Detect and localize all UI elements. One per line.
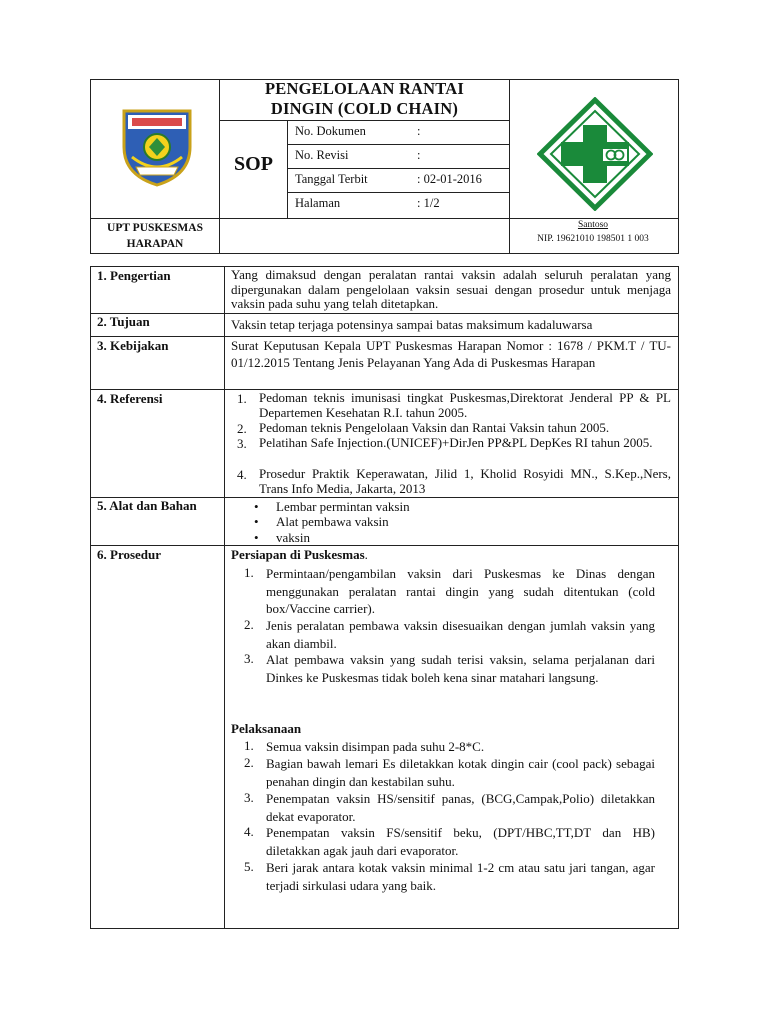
- list-item: Prosedur Praktik Keperawatan, Jilid 1, Kholid Rosyidi MN., S.Kep.,Ners, Trans Info Media, Jakarta, 2013: [259, 466, 671, 496]
- label-referensi: 4. Referensi: [97, 391, 163, 406]
- list-item: vaksin: [276, 530, 310, 545]
- org-line-1: UPT PUSKESMAS: [107, 222, 203, 234]
- list-item: Penempatan vaksin HS/sensitif panas, (BCG,Campak,Polio) diletakkan dekat evaporator.: [266, 791, 655, 824]
- label-alat-bahan: 5. Alat dan Bahan: [97, 498, 197, 513]
- list-item: Bagian bawah lemari Es diletakkan kotak dingin cair (cool pack) sebagai penahan dingin dan kestabilan suhu.: [266, 756, 655, 789]
- list-number: 2.: [237, 421, 247, 436]
- list-item: Semua vaksin disimpan pada suhu 2-8*C.: [266, 739, 485, 754]
- label-prosedur: 6. Prosedur: [97, 547, 162, 562]
- list-item: Beri jarak antara kotak vaksin minimal 1-2 cm atau satu jari tangan, agar terjadi sirkulasi udara yang baik.: [266, 860, 655, 893]
- list-item: Lembar permintan vaksin: [276, 499, 410, 514]
- bullet-icon: •: [254, 499, 259, 514]
- title-line-2: DINGIN (COLD CHAIN): [270, 99, 459, 118]
- meta-value-revisi: :: [417, 148, 421, 162]
- bullet-icon: •: [254, 530, 259, 545]
- list-number: 3.: [244, 651, 254, 666]
- list-number: 2.: [244, 617, 254, 632]
- meta-label-dokumen: No. Dokumen: [295, 124, 366, 138]
- label-tujuan: 2. Tujuan: [97, 314, 150, 329]
- regency-crest-logo: [118, 105, 196, 187]
- list-item: Jenis peralatan pembawa vaksin disesuaikan dengan jumlah vaksin yang akan diambil.: [266, 618, 655, 651]
- list-number: 2.: [244, 755, 254, 770]
- list-item: Pedoman teknis imunisasi tingkat Puskesmas,Direktorat Jenderal PP & PL Departemen Kesehatan R.I. tahun 2005.: [259, 390, 671, 420]
- list-number: 4.: [237, 467, 247, 482]
- signer-nip: NIP. 19621010 198501 1 003: [537, 234, 649, 244]
- persiapan-title-text: Persiapan di Puskesmas: [231, 547, 365, 562]
- list-item: Permintaan/pengambilan vaksin dari Puskesmas ke Dinas dengan menggunakan peralatan rantai dingin yang sudah ditentukan (cold box/Vaccine carrier).: [266, 566, 655, 616]
- list-number: 5.: [244, 859, 254, 874]
- document-title: [220, 79, 509, 119]
- meta-label-halaman: Halaman: [295, 196, 341, 210]
- persiapan-title: Persiapan di Puskesmas.: [231, 547, 368, 562]
- text-tujuan: Vaksin tetap terjaga potensinya sampai batas maksimum kadaluwarsa: [231, 317, 593, 332]
- meta-label-revisi: No. Revisi: [295, 148, 349, 162]
- text-kebijakan: Surat Keputusan Kepala UPT Puskesmas Harapan Nomor : 1678 / PKM.T / TU-01/12.2015 Tentang Jenis Pelayanan Yang Ada di Puskesmas Harapan: [231, 338, 671, 370]
- pelaksanaan-title: Pelaksanaan: [231, 721, 302, 736]
- org-line-2: HARAPAN: [126, 238, 184, 250]
- list-item: Pedoman teknis Pengelolaan Vaksin dan Rantai Vaksin tahun 2005.: [259, 420, 610, 435]
- list-number: 1.: [237, 391, 247, 406]
- meta-value-halaman: : 1/2: [417, 196, 440, 210]
- list-item: Alat pembawa vaksin: [276, 514, 389, 529]
- list-number: 3.: [244, 790, 254, 805]
- text-pengertian: Yang dimaksud dengan peralatan rantai vaksin adalah seluruh peralatan yang dipergunakan dalam pengelolaan vaksin sesuai dengan prosedur untuk menjaga vaksin pada suhu yang telah ditetapkan.: [231, 267, 671, 311]
- meta-value-dokumen: :: [417, 124, 421, 138]
- label-pengertian: 1. Pengertian: [97, 268, 171, 283]
- list-number: 3.: [237, 436, 247, 451]
- puskesmas-logo: [537, 97, 653, 211]
- list-number: 1.: [244, 738, 254, 753]
- meta-label-tanggal: Tanggal Terbit: [295, 172, 368, 186]
- list-item: Pelatihan Safe Injection.(UNICEF)+DirJen PP&PL DepKes RI tahun 2005.: [259, 435, 653, 450]
- list-number: 1.: [244, 565, 254, 580]
- title-line-1: PENGELOLAAN RANTAI: [264, 79, 465, 98]
- organization-name: [91, 220, 219, 252]
- label-kebijakan: 3. Kebijakan: [97, 338, 169, 353]
- signer-name: Santoso: [577, 220, 609, 230]
- list-item: Penempatan vaksin FS/sensitif beku, (DPT/HBC,TT,DT dan HB) diletakkan agak jauh dari evaporator.: [266, 825, 655, 858]
- bullet-icon: •: [254, 514, 259, 529]
- meta-value-tanggal: : 02-01-2016: [417, 172, 482, 186]
- list-number: 4.: [244, 824, 254, 839]
- sop-label: SOP: [234, 153, 273, 175]
- list-item: Alat pembawa vaksin yang sudah terisi vaksin, selama perjalanan dari Dinkes ke Puskesmas tidak boleh kena sinar matahari langsung.: [266, 652, 655, 685]
